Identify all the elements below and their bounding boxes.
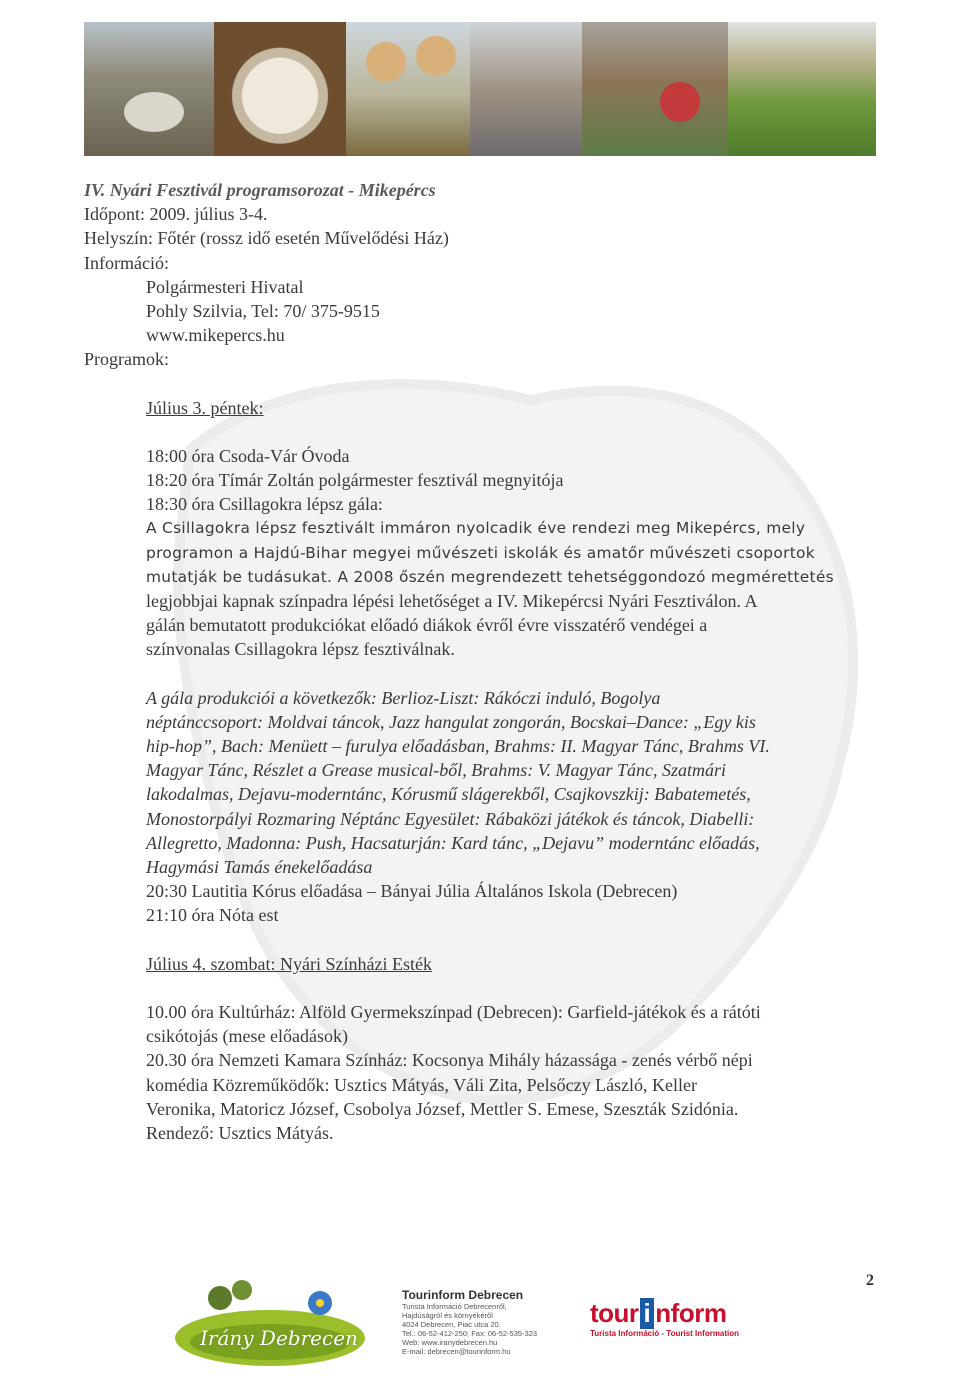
tdi-line: Tel.: 06-52-412-250; Fax: 06-52-535-323 xyxy=(402,1329,538,1338)
day1-item: 21:10 óra Nóta est xyxy=(146,905,279,926)
tourinform-logo xyxy=(590,1298,760,1338)
header-photo-banner xyxy=(84,22,876,156)
text-line: A Csillagokra lépsz fesztivált immáron nyolcadik éve rendezi meg Mikepércs, mely xyxy=(146,519,806,538)
day1-heading: Július 3. péntek: xyxy=(146,397,264,418)
photo-hay-figures xyxy=(346,22,470,156)
photo-clay-plate xyxy=(214,22,346,156)
irany-debrecen-logo xyxy=(170,1268,370,1368)
text-line: Rendező: Usztics Mátyás. xyxy=(146,1122,334,1143)
info-label: Információ: xyxy=(84,252,169,273)
venue-line: Helyszín: Főtér (rossz idő esetén Művelődési Ház) xyxy=(84,228,449,249)
photo-horses-fence xyxy=(84,22,214,156)
photo-folk-dancers xyxy=(728,22,876,156)
tourinform-subtitle: Turista Információ - Tourist Information xyxy=(590,1329,740,1338)
text-line: néptánccsoport: Moldvai táncok, Jazz hangulat zongorán, Bocskai–Dance: „Egy kis xyxy=(146,711,756,732)
text-line: Allegretto, Madonna: Push, Hacsaturján: Kard tánc, „Dejavu” moderntánc előadás, xyxy=(146,832,760,853)
day1-item: 18:00 óra Csoda-Vár Óvoda xyxy=(146,445,350,466)
text-line: színvonalas Csillagokra lépsz fesztiválnak. xyxy=(146,639,455,660)
info-office: Polgármesteri Hivatal xyxy=(146,276,304,297)
gala-description xyxy=(84,516,878,589)
document-title: IV. Nyári Fesztivál programsorozat - Mikepércs xyxy=(84,180,436,200)
irany-logo-text: Irány Debrecen xyxy=(200,1326,358,1350)
tdi-line: Web: www.iranydebrecen.hu xyxy=(402,1338,498,1347)
info-contact: Pohly Szilvia, Tel: 70/ 375-9515 xyxy=(146,301,380,322)
programs-label: Programok: xyxy=(84,349,169,370)
text-line: A gála produkciói a következők: Berlioz-Liszt: Rákóczi induló, Bogolya xyxy=(146,687,661,708)
text-line: Veronika, Matoricz József, Csobolya József, Mettler S. Emese, Szeszták Szidónia. xyxy=(146,1098,739,1119)
text-line: legjobbjai kapnak színpadra lépési lehetőséget a IV. Mikepércsi Nyári Fesztiválon. A xyxy=(146,591,758,612)
footer-logos xyxy=(170,1268,770,1378)
tourinform-debrecen-info xyxy=(402,1288,592,1372)
text-line: programon a Hajdú-Bihar megyei művészeti iskolák és amatőr művészeti csoportok xyxy=(146,543,815,562)
text-line: gálán bemutatott produkciókat előadó diákok évről évre visszatérő vendégei a xyxy=(146,615,708,636)
irany-logo-graphic xyxy=(170,1268,370,1368)
text-line: 20.30 óra Nemzeti Kamara Színház: Kocsonya Mihály házassága - zenés vérbő népi xyxy=(146,1050,753,1071)
tour-word-a: tour xyxy=(590,1298,639,1328)
tdi-line: Turista Információ Debrecenről, xyxy=(402,1302,507,1311)
info-website: www.mikepercs.hu xyxy=(146,325,285,346)
day1-item: 18:20 óra Tímár Zoltán polgármester fesztivál megnyitója xyxy=(146,470,564,491)
text-line: mutatják be tudásukat. A 2008 őszén megrendezett tehetséggondozó megmérettetés xyxy=(146,567,834,586)
date-line: Időpont: 2009. július 3-4. xyxy=(84,204,268,225)
day1-item: 18:30 óra Csillagokra lépsz gála: xyxy=(146,494,383,515)
text-line: Magyar Tánc, Részlet a Grease musical-ből, Brahms: V. Magyar Tánc, Szatmári xyxy=(146,760,726,781)
photo-village-street xyxy=(470,22,582,156)
text-line: Monostorpályi Rozmaring Néptánc Egyesület: Rábaközi játékok és táncok, Diabelli: xyxy=(146,808,755,829)
tdi-line: Hajdúságról és környékéről xyxy=(402,1311,493,1320)
text-line: Hagymási Tamás énekelőadása xyxy=(146,857,373,878)
page-number: 2 xyxy=(866,1272,874,1289)
tour-word-i: i xyxy=(640,1298,655,1329)
text-line: 10.00 óra Kultúrház: Alföld Gyermekszínpad (Debrecen): Garfield-játékok és a rátóti xyxy=(146,1001,761,1022)
tdi-line: 4024 Debrecen, Piac utca 20. xyxy=(402,1320,501,1329)
document-body xyxy=(84,178,878,1145)
tour-word-b: nform xyxy=(655,1298,727,1328)
photo-bread-oven xyxy=(582,22,728,156)
day2-heading: Július 4. szombat: Nyári Színházi Esték xyxy=(146,953,432,974)
day1-item: 20:30 Lautitia Kórus előadása – Bányai Júlia Általános Iskola (Debrecen) xyxy=(146,881,678,902)
tdi-title: Tourinform Debrecen xyxy=(402,1288,524,1302)
gala-program-list xyxy=(84,686,878,880)
text-line: csikótojás (mese előadások) xyxy=(146,1026,348,1047)
tdi-line: E-mail: debrecen@tourinform.hu xyxy=(402,1347,511,1356)
text-line: komédia Közreműködők: Usztics Mátyás, Váli Zita, Pelsőczy László, Keller xyxy=(146,1074,698,1095)
text-line: hip-hop”, Bach: Menüett – furulya előadásban, Brahms: II. Magyar Tánc, Brahms VI. xyxy=(146,736,770,757)
text-line: lakodalmas, Dejavu-moderntánc, Kórusmű slágerekből, Csajkovszkij: Babatemetés, xyxy=(146,784,751,805)
